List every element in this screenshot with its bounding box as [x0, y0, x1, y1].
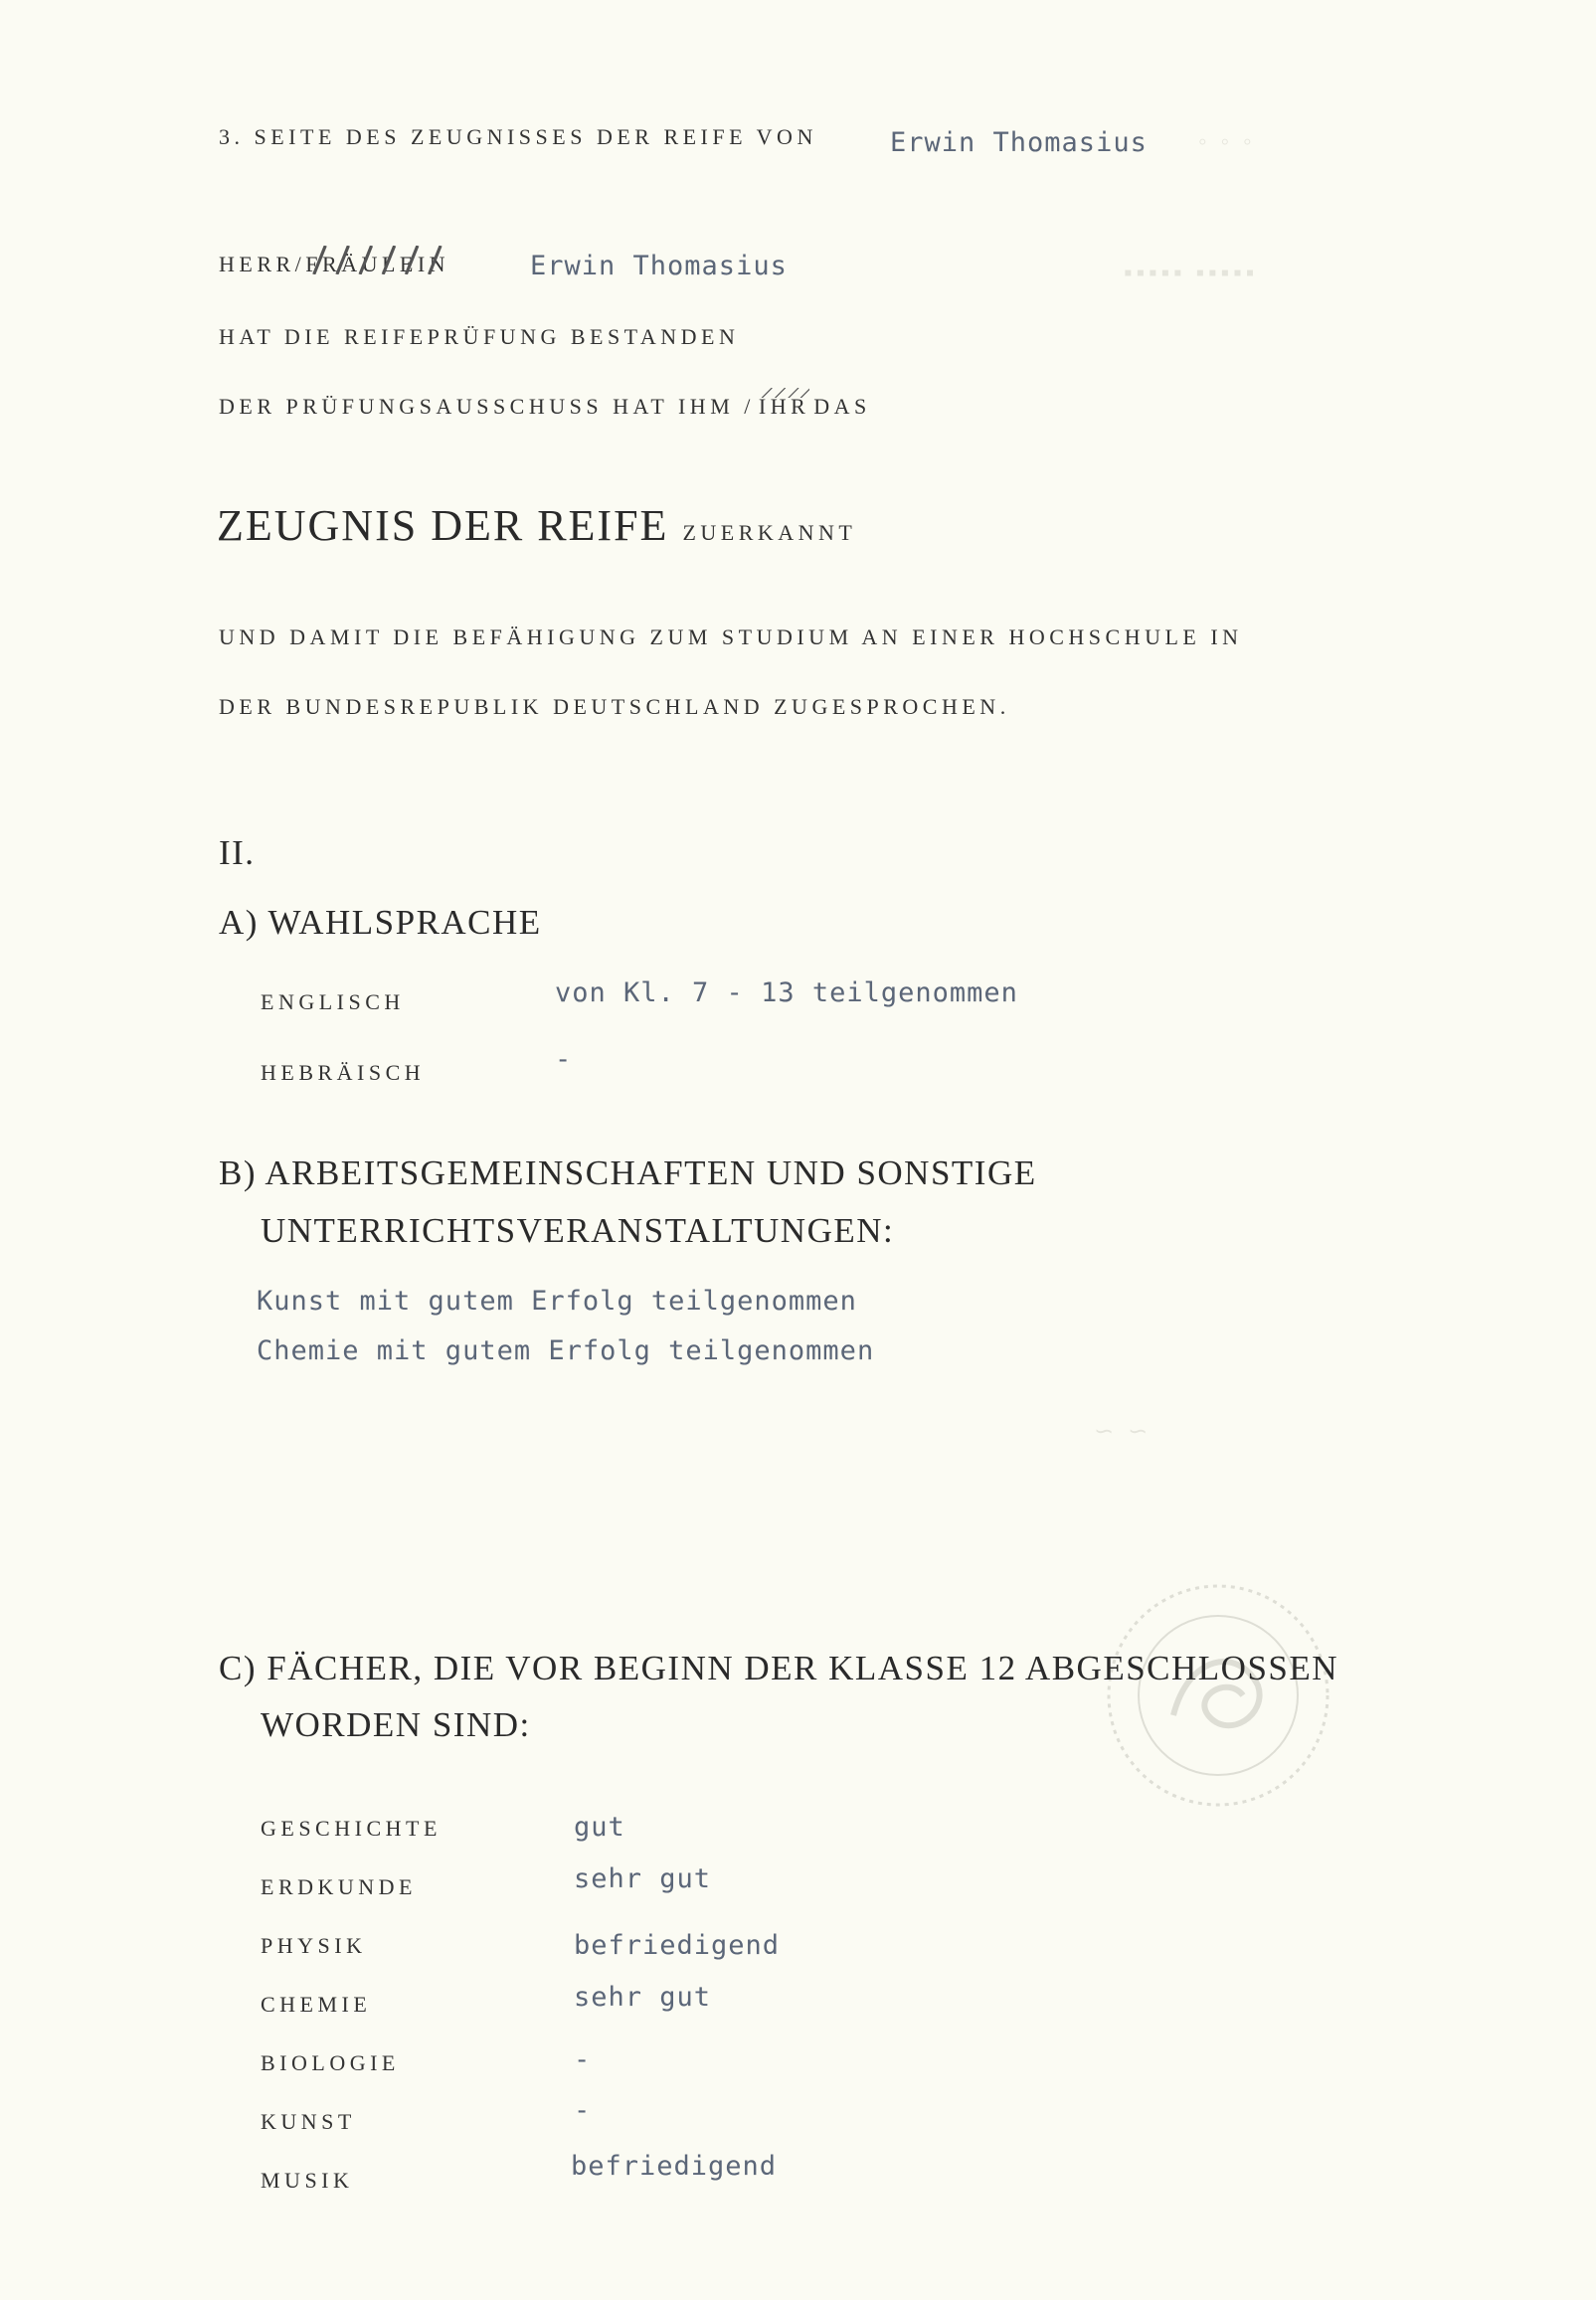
faecher-heading-1: C) FÄCHER, DIE VOR BEGINN DER KLASSE 12 ABGESCHLOSSEN — [219, 1649, 1339, 1687]
section-numeral: II. — [219, 833, 256, 872]
bleed-through-mark: ▪▪▪▪▪ ▪▪▪▪▪ — [1124, 261, 1259, 286]
bleed-through-mark: ∽ ∽ — [1094, 1419, 1153, 1445]
grade-subject: PHYSIK — [261, 1933, 367, 1958]
struck-fraulein — [305, 252, 449, 277]
struck-fraulein-text: FRÄULEIN — [305, 252, 450, 276]
grade-value: - — [574, 2095, 592, 2126]
wahlsprache-subject: HEBRÄISCH — [261, 1060, 426, 1085]
award-title: ZEUGNIS DER REIFE — [217, 501, 669, 550]
grade-subject: CHEMIE — [261, 1992, 372, 2017]
grade-value: befriedigend — [574, 1930, 781, 1961]
grade-value: sehr gut — [574, 1863, 712, 1894]
grade-subject: GESCHICHTE — [261, 1816, 442, 1841]
arbeitsgemeinschaften-heading-1: B) ARBEITSGEMEINSCHAFTEN UND SONSTIGE — [219, 1153, 1037, 1192]
wahlsprache-heading: A) WAHLSPRACHE — [219, 903, 542, 942]
ausschuss-line — [219, 394, 871, 420]
herr-line — [219, 252, 449, 277]
wahlsprache-value: - — [555, 1044, 573, 1075]
wahlsprache-subject: ENGLISCH — [261, 989, 405, 1014]
grade-subject: MUSIK — [261, 2168, 354, 2193]
bleed-through-mark: ◦ ◦ ◦ — [1198, 129, 1256, 155]
grade-value: sehr gut — [574, 1982, 712, 2013]
arbeitsgemeinschaften-heading-2: UNTERRICHTSVERANSTALTUNGEN: — [261, 1211, 895, 1250]
seal-stamp-icon — [1069, 1566, 1372, 1825]
herr-label: HERR/ — [219, 252, 306, 276]
wahlsprache-value: von Kl. 7 - 13 teilgenommen — [555, 977, 1018, 1008]
grade-subject: BIOLOGIE — [261, 2050, 400, 2075]
header-name: Erwin Thomasius — [890, 127, 1148, 158]
page-label: 3. SEITE DES ZEUGNISSES DER REIFE VON — [219, 124, 817, 149]
faecher-heading-2: WORDEN SIND: — [261, 1705, 531, 1744]
award-line-2: DER BUNDESREPUBLIK DEUTSCHLAND ZUGESPROCHEN. — [219, 694, 1010, 719]
arbeitsgemeinschaft-entry: Kunst mit gutem Erfolg teilgenommen — [257, 1286, 857, 1317]
grade-value: - — [574, 2044, 592, 2075]
das-text: DAS — [813, 394, 871, 419]
arbeitsgemeinschaft-entry: Chemie mit gutem Erfolg teilgenommen — [257, 1335, 875, 1366]
candidate-name: Erwin Thomasius — [530, 251, 788, 281]
grade-value: befriedigend — [571, 2151, 778, 2182]
struck-ihr-text: IHR — [758, 394, 810, 419]
award-line-1: UND DAMIT DIE BEFÄHIGUNG ZUM STUDIUM AN EINER HOCHSCHULE IN — [219, 624, 1243, 649]
grade-subject: KUNST — [261, 2109, 356, 2134]
reifepruefung-line: HAT DIE REIFEPRÜFUNG BESTANDEN — [219, 324, 740, 349]
award-suffix: ZUERKANNT — [682, 520, 857, 545]
struck-ihr — [759, 394, 809, 420]
ausschuss-text: DER PRÜFUNGSAUSSCHUSS HAT IHM / — [219, 394, 755, 419]
grade-subject: ERDKUNDE — [261, 1874, 417, 1899]
grade-value: gut — [574, 1812, 625, 1843]
award-title-line — [217, 500, 856, 551]
